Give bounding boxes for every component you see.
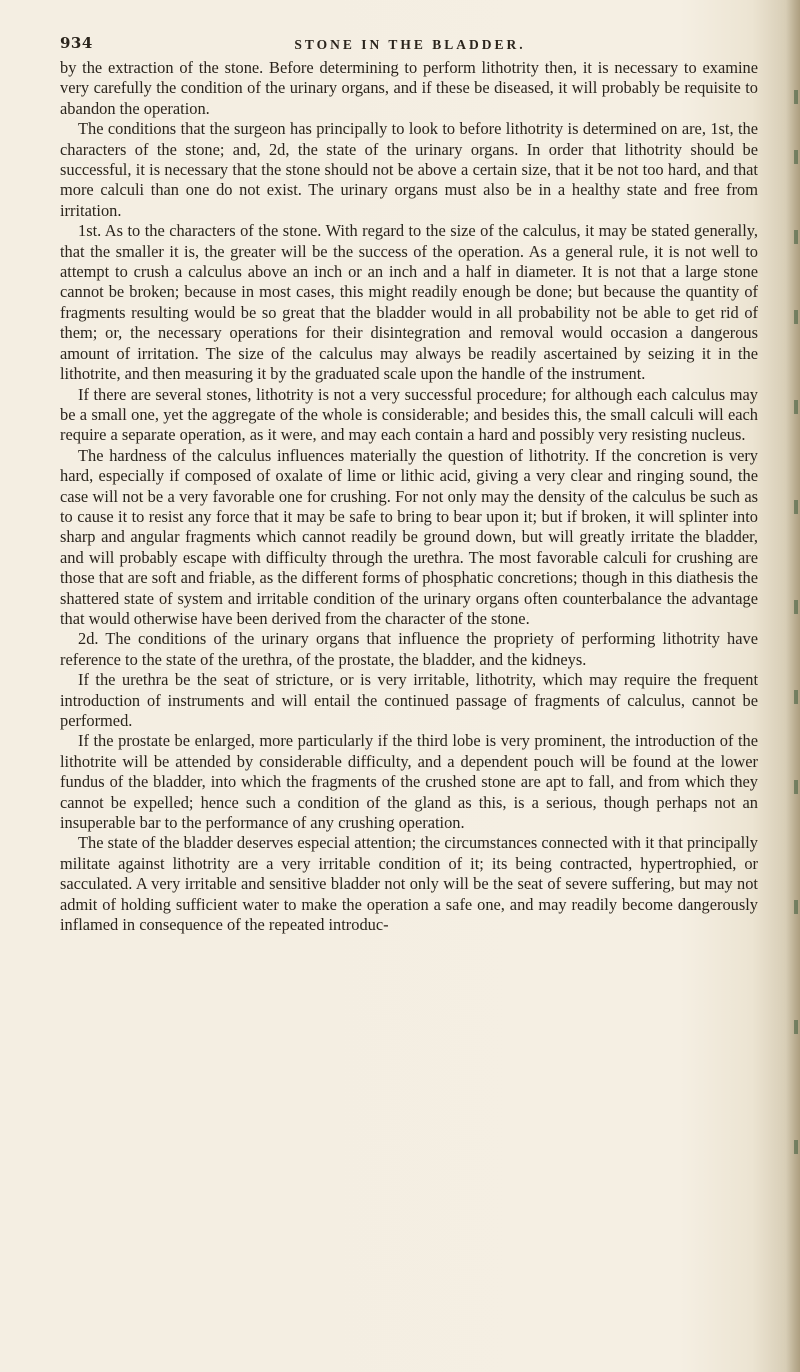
paragraph-1: by the extraction of the stone. Before determining to perform lithotrity then, it is necessary to examine very carefully the condition of the urinary organs, and if these be diseased, it will probably be requisite to abandon the operation. [60,58,758,118]
paragraph-7: If the urethra be the seat of stricture, or is very irritable, lithotrity, which may require the frequent introduction of instruments and will entail the continued passage of fragments of calculus, cannot be performed. [60,670,758,730]
paragraph-4: If there are several stones, lithotrity is not a very successful procedure; for although each calculus may be a small one, yet the aggregate of the whole is considerable; and besides this, the small calculi will each require a separate operation, as it were, and may each contain a hard and possibly very resisting nucleus. [60,384,758,445]
binding-mark [794,90,798,104]
binding-mark [794,150,798,164]
binding-mark [794,780,798,794]
page-number: 934 [60,34,93,52]
binding-mark [794,230,798,244]
paragraph-2: The conditions that the surgeon has principally to look to before lithotrity is determined on are, 1st, the characters of the stone; and, 2d, the state of the urinary organs. In order that lithotrity should be successful, it is necessary that the stone should not be above a certain size, that it be not too hard, and that more calculi than one do not exist. The urinary organs must also be in a healthy state and free from irritation. [60,119,758,220]
binding-mark [794,900,798,914]
page-header [60,34,760,58]
paragraph-6: 2d. The conditions of the urinary organs that influence the propriety of performing lithotrity have reference to the state of the urethra, of the prostate, the bladder, and the kidneys. [60,629,758,669]
paragraph-9: The state of the bladder deserves especial attention; the circumstances connected with it that principally militate against lithotrity are a very irritable condition of it; its being contracted, hypertrophied, or sacculated. A very irritable and sensitive bladder not only will be the seat of severe suffering, but may not admit of holding sufficient water to make the operation a safe one, and may readily become dangerously inflamed in consequence of the repeated introduc- [60,833,758,935]
binding-mark [794,400,798,414]
binding-mark [794,500,798,514]
running-head: STONE IN THE BLADDER. [294,37,526,52]
binding-mark [794,690,798,704]
paragraph-5: The hardness of the calculus influences materially the question of lithotrity. If the concretion is very hard, especially if composed of oxalate of lime or lithic acid, giving a very clear and ringing sound, the case will not be a very favorable one for crushing. For not only may the density of the calculus be such as to cause it to resist any force that it may be safe to bring to bear upon it; but if broken, it will splinter into sharp and angular fragments which cannot readily be ground down, but will greatly irritate the bladder, and will probably escape with difficulty through the urethra. The most favorable calculi for crushing are those that are soft and friable, as the different forms of phosphatic concretions; though in this diathesis the shattered state of system and irritable condition of the urinary organs often counterbalance the advantage that would otherwise have been derived from the character of the stone. [60,445,758,628]
binding-mark [794,1140,798,1154]
binding-mark [794,310,798,324]
binding-mark [794,600,798,614]
binding-marks [788,80,798,1280]
binding-mark [794,1020,798,1034]
paragraph-3: 1st. As to the characters of the stone. With regard to the size of the calculus, it may be stated generally, that the smaller it is, the greater will be the success of the operation. As a general rule, it is not well to attempt to crush a calculus above an inch or an inch and a half in diameter. It is not that a large stone cannot be broken; because in most cases, this might readily enough be done; but because the quantity of fragments resulting would be so great that the bladder would in all probability not be able to get rid of them; or, the necessary operations for their disintegration and removal would occasion a dangerous amount of irritation. The size of the calculus may always be readily ascertained by seizing it in the lithotrite, and then measuring it by the graduated scale upon the handle of the instrument. [60,221,758,384]
body-text [60,58,758,935]
paragraph-8: If the prostate be enlarged, more particularly if the third lobe is very prominent, the introduction of the lithotrite will be attended by considerable difficulty, and a dependent pouch will be found at the lower fundus of the bladder, into which the fragments of the crushed stone are apt to fall, and from which they cannot be expelled; hence such a condition of the gland as this, is a serious, though perhaps not an insuperable bar to the performance of any crushing operation. [60,731,758,833]
